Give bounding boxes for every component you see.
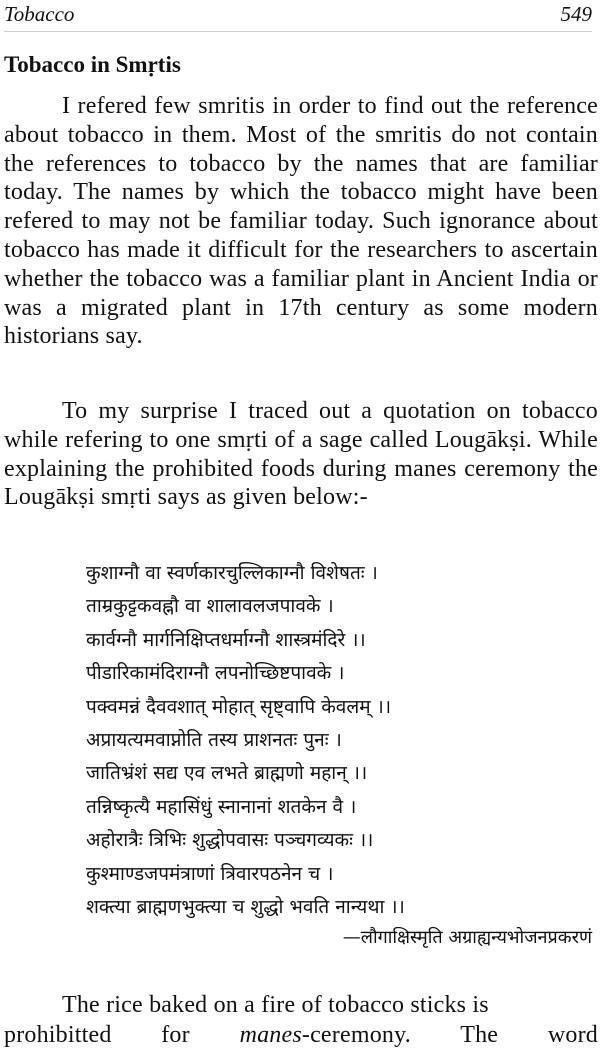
verse-line: पीडारिकामंदिराग्नौ लपनोच्छिष्टपावके । (86, 662, 345, 685)
verse-line: शक्त्या ब्राह्मणभुक्त्या च शुद्धो भवति नान्यथा ।। (86, 895, 405, 918)
paragraph-3-text: -ceremony. The word (301, 1022, 598, 1048)
running-head (4, 0, 592, 30)
section-heading: Tobacco in Smṛtis (4, 52, 181, 77)
page-number: 549 (560, 2, 592, 26)
sanskrit-verse-block (86, 557, 526, 924)
paragraph-1: I refered few smritis in order to find out the reference about tobacco in them. Most of the smritis do not contain the references to tobacco by the names that are familiar today. The names by which the tobacco might have been refered to may not be familiar today. Such ignorance about tobacco has made it difficult for the researchers to ascertain whether the tobacco was a familiar plant in Ancient India or was a migrated plant in 17th century as some modern historians say. (4, 93, 598, 350)
paragraph-3 (4, 990, 598, 1050)
running-title: Tobacco (4, 2, 75, 26)
verse-line: पक्वमन्नं दैववशात् मोहात् सृष्ट्वापि केवलम् ।। (86, 695, 392, 718)
paragraph-3-line-1: The rice baked on a fire of tobacco sticks is (62, 992, 489, 1018)
verse-line: तन्निष्कृत्यै महासिंधुं स्नानानां शतकेन वै । (86, 795, 357, 818)
verse-line: कुश्माण्डजपमंत्राणां त्रिवारपठनेन च । (86, 862, 334, 885)
header-rule (4, 31, 592, 32)
verse-line: ताम्रकुट्टकवह्नौ वा शालावलजपावके । (86, 595, 334, 618)
italic-term-manes: manes (239, 1022, 302, 1048)
verse-line: कुशाग्नौ वा स्वर्णकारचुल्लिकाग्नौ विशेषतः । (86, 562, 378, 584)
verse-citation: —लौगाक्षिस्मृति अग्राह्यन्यभोजनप्रकरणं (342, 927, 592, 948)
verse-line: जातिभ्रंशं सद्य एव लभते ब्राह्मणो महान् ।। (86, 762, 368, 785)
verse-line: अहोरात्रैः त्रिभिः शुद्धोपवासः पञ्चगव्यकः ।। (86, 829, 374, 852)
paragraph-3-line-2 (4, 1020, 598, 1050)
paragraph-2: To my surprise I traced out a quotation on tobacco while refering to one smṛti of a sage called Lougākṣi. While explaining the prohibited foods during manes ceremony the Lougākṣi smṛti says as given below:- (4, 398, 598, 511)
verse-line: अप्रायत्यमवाप्नोति तस्य प्राशनतः पुनः । (86, 728, 342, 751)
verse-line: कार्वग्नौ मार्गनिक्षिप्तधर्माग्नौ शास्त्रमंदिरे ।। (86, 628, 366, 651)
paragraph-3-text: prohibitted for (4, 1022, 190, 1048)
